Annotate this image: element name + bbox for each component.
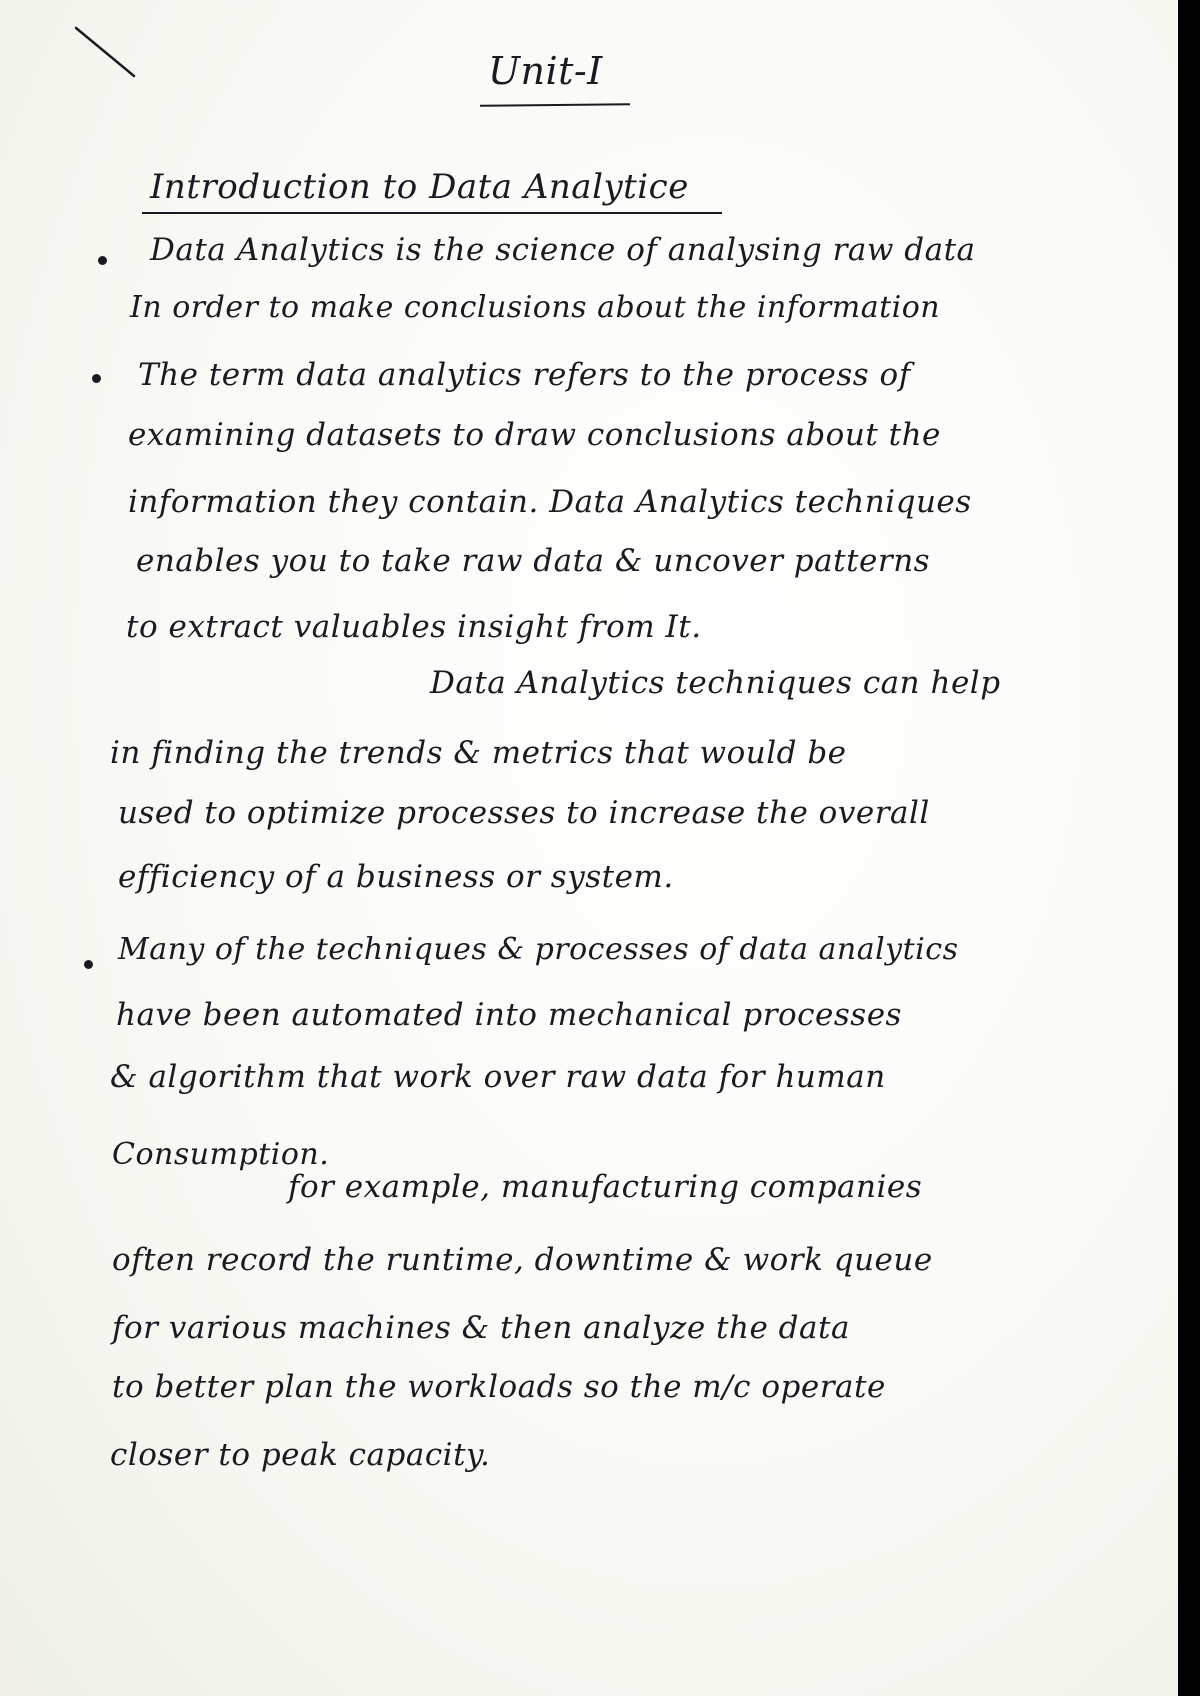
text-line: examining datasets to draw conclusions about the (128, 417, 941, 453)
text-line: In order to make conclusions about the information (130, 290, 941, 325)
text-line: have been automated into mechanical processes (116, 997, 902, 1033)
text-line: The term data analytics refers to the process of (138, 357, 911, 393)
text-line: often record the runtime, downtime & work queue (112, 1242, 933, 1278)
text-line: information they contain. Data Analytics techniques (128, 484, 972, 520)
text-line: Many of the techniques & processes of data analytics (118, 932, 959, 967)
page-title: Unit-I (488, 49, 603, 93)
text-line: & algorithm that work over raw data for human (110, 1059, 886, 1095)
text-line: closer to peak capacity. (110, 1437, 491, 1473)
title-underline (480, 103, 630, 107)
section-heading: Introduction to Data Analytice (150, 167, 689, 207)
pen-stroke-mark (72, 22, 142, 82)
text-line: Consumption. (112, 1137, 330, 1172)
text-line: enables you to take raw data & uncover patterns (136, 543, 931, 579)
bullet-marker (84, 960, 93, 969)
text-line: to better plan the workloads so the m/c operate (112, 1369, 886, 1405)
heading-underline (142, 212, 722, 214)
text-line: efficiency of a business or system. (118, 859, 674, 895)
text-line: for example, manufacturing companies (288, 1169, 923, 1205)
text-line: for various machines & then analyze the data (112, 1310, 850, 1346)
bullet-marker (92, 374, 101, 383)
text-line: in finding the trends & metrics that would be (110, 735, 847, 771)
text-line: used to optimize processes to increase the overall (118, 795, 930, 831)
text-line: Data Analytics techniques can help (430, 665, 1001, 701)
text-line: Data Analytics is the science of analysing raw data (150, 232, 976, 268)
bullet-marker (98, 256, 107, 265)
text-line: to extract valuables insight from It. (126, 609, 702, 645)
